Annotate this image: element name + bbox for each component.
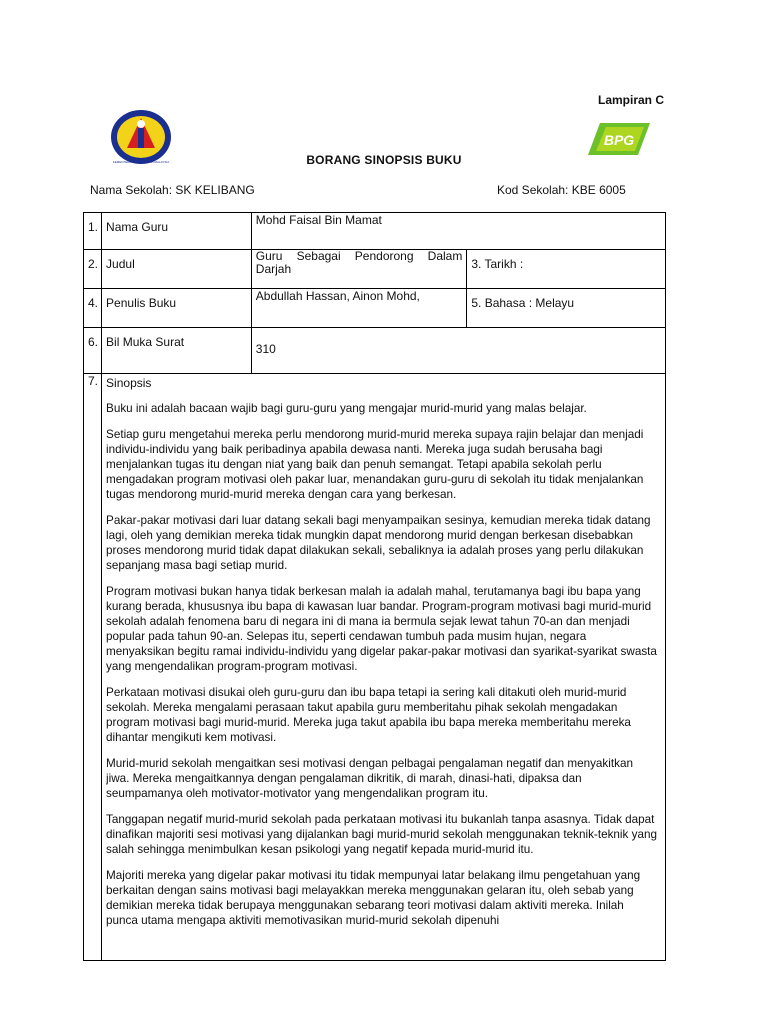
field-label: Judul [102,250,252,289]
teacher-name-value: Mohd Faisal Bin Mamat [251,213,665,250]
page-title: BORANG SINOPSIS BUKU [306,153,462,167]
school-code-line [497,183,626,197]
language-field: 5. Bahasa : Melayu [467,289,666,328]
field-label: Bil Muka Surat [102,328,252,374]
synopsis-paragraph: Tanggapan negatif murid-murid sekolah pada perkataan motivasi itu bukanlah tanpa asasnya. Tidak dapat dinafikan majoriti sesi motivasi yang dijalankan bagi murid-murid sekolah menggunakan teknik-teknik yang salah sehingga menimbulkan kesan psikologi yang negatif kepada murid-murid itu. [106,813,657,856]
school-name-label: Nama Sekolah: [90,183,173,197]
form-row-title [84,250,666,289]
author-value: Abdullah Hassan, Ainon Mohd, [251,289,467,328]
synopsis-paragraph: Majoriti mereka yang digelar pakar motivasi itu tidak mempunyai latar belakang ilmu pengetahuan yang berkaitan dengan sains motivasi bagi melayakkan mereka menggunakan gelaran itu, oleh sebab yang demikian mereka tidak berupaya menggunakan sebarang teori motivasi dalam aktiviti mereka. Inilah punca utama mengapa aktiviti memotivasikan murid-murid sekolah dipenuhi [106,869,641,927]
row-number: 1. [84,213,102,250]
synopsis-paragraph: Program motivasi bukan hanya tidak berkesan malah ia adalah mahal, terutamanya bagi ibu bapa yang kurang berada, khususnya ibu bapa di kawasan luar bandar. Program-program motivasi bagi murid-murid sekolah adalah fenomena baru di negara ini di mana ia bermula sejak lewat tahun 70-an dan menjadi popular pada tahun 90-an. Selepas itu, seperti cendawan tumbuh pada musim hujan, negara menyaksikan begitu ramai individu-individu yang digelar pakar-pakar motivasi dan syarikat-syarikat swasta yang mengendalikan program-program motivasi. [106,585,657,673]
attachment-label: Lampiran C [598,93,665,107]
field-label: Nama Guru [102,213,252,250]
bpg-logo [586,121,652,157]
row-number: 6. [84,328,102,374]
synopsis-cell [102,374,666,961]
school-code-label: Kod Sekolah: [497,183,569,197]
bpg-logo-text: BPG [603,132,635,148]
book-title-value: Guru Sebagai Pendorong Dalam Darjah [251,250,467,289]
field-label: Penulis Buku [102,289,252,328]
synopsis-paragraph: Buku ini adalah bacaan wajib bagi guru-guru yang mengajar murid-murid yang malas belajar. [106,402,587,415]
synopsis-paragraph: Murid-murid sekolah mengaitkan sesi motivasi dengan pelbagai pengalaman negatif dan menyakitkan jiwa. Mereka mengaitkannya dengan pengalaman dikritik, di marah, dinasi-hati, dipaksa dan seumpamanya oleh motivator-motivator yang mengendalikan program itu. [106,757,633,800]
synopsis-paragraph: Setiap guru mengetahui mereka perlu mendorong murid-murid mereka supaya rajin belajar dan menjadi individu-individu yang baik peribadinya apabila dewasa nanti. Mereka juga sudah berusaha bagi menjalankan tugas itu dengan niat yang baik dan penuh semangat. Tetapi apabila sekolah perlu mengadakan program motivasi oleh pakar luar, menandakan guru-guru di sekolah itu tidak menjalankan tugas mendorong murid-murid mereka dengan cara yang berkesan. [106,428,644,501]
synopsis-heading: Sinopsis [106,376,152,390]
form-row-teacher [84,213,666,250]
school-name-value: SK KELIBANG [175,183,255,197]
synopsis-paragraph: Perkataan motivasi disukai oleh guru-guru dan ibu bapa tetapi ia sering kali ditakuti oleh murid-murid sekolah. Mereka mengalami perasaan takut apabila guru memberitahu pihak sekolah mengadakan program motivasi bagi murid-murid. Mereka juga takut apabila ibu bapa mereka memberitahu mereka dihantar mengikuti kem motivasi. [106,686,631,744]
page-count-value: 310 [251,328,665,374]
form-row-synopsis [84,374,666,961]
school-code-value: KBE 6005 [571,183,626,197]
row-number: 2. [84,250,102,289]
synopsis-form-table [83,212,666,961]
row-number: 4. [84,289,102,328]
form-row-author [84,289,666,328]
ministry-logo-text: KEMENTERIAN PENDIDIKAN MALAYSIA [112,160,170,164]
date-field: 3. Tarikh : [467,250,666,289]
row-number: 7. [84,374,102,961]
school-name-line [90,183,255,197]
synopsis-paragraph: Pakar-pakar motivasi dari luar datang sekali bagi menyampaikan sesinya, kemudian mereka tidak datang lagi, oleh yang demikian mereka tidak mungkin dapat mendorong murid dengan berkesan disebabkan proses mendorong murid tidak dapat dilakukan sekali, sebaliknya ia adalah proses yang perlu dilakukan sepanjang masa bagi setiap murid. [106,514,651,572]
form-row-pages [84,328,666,374]
